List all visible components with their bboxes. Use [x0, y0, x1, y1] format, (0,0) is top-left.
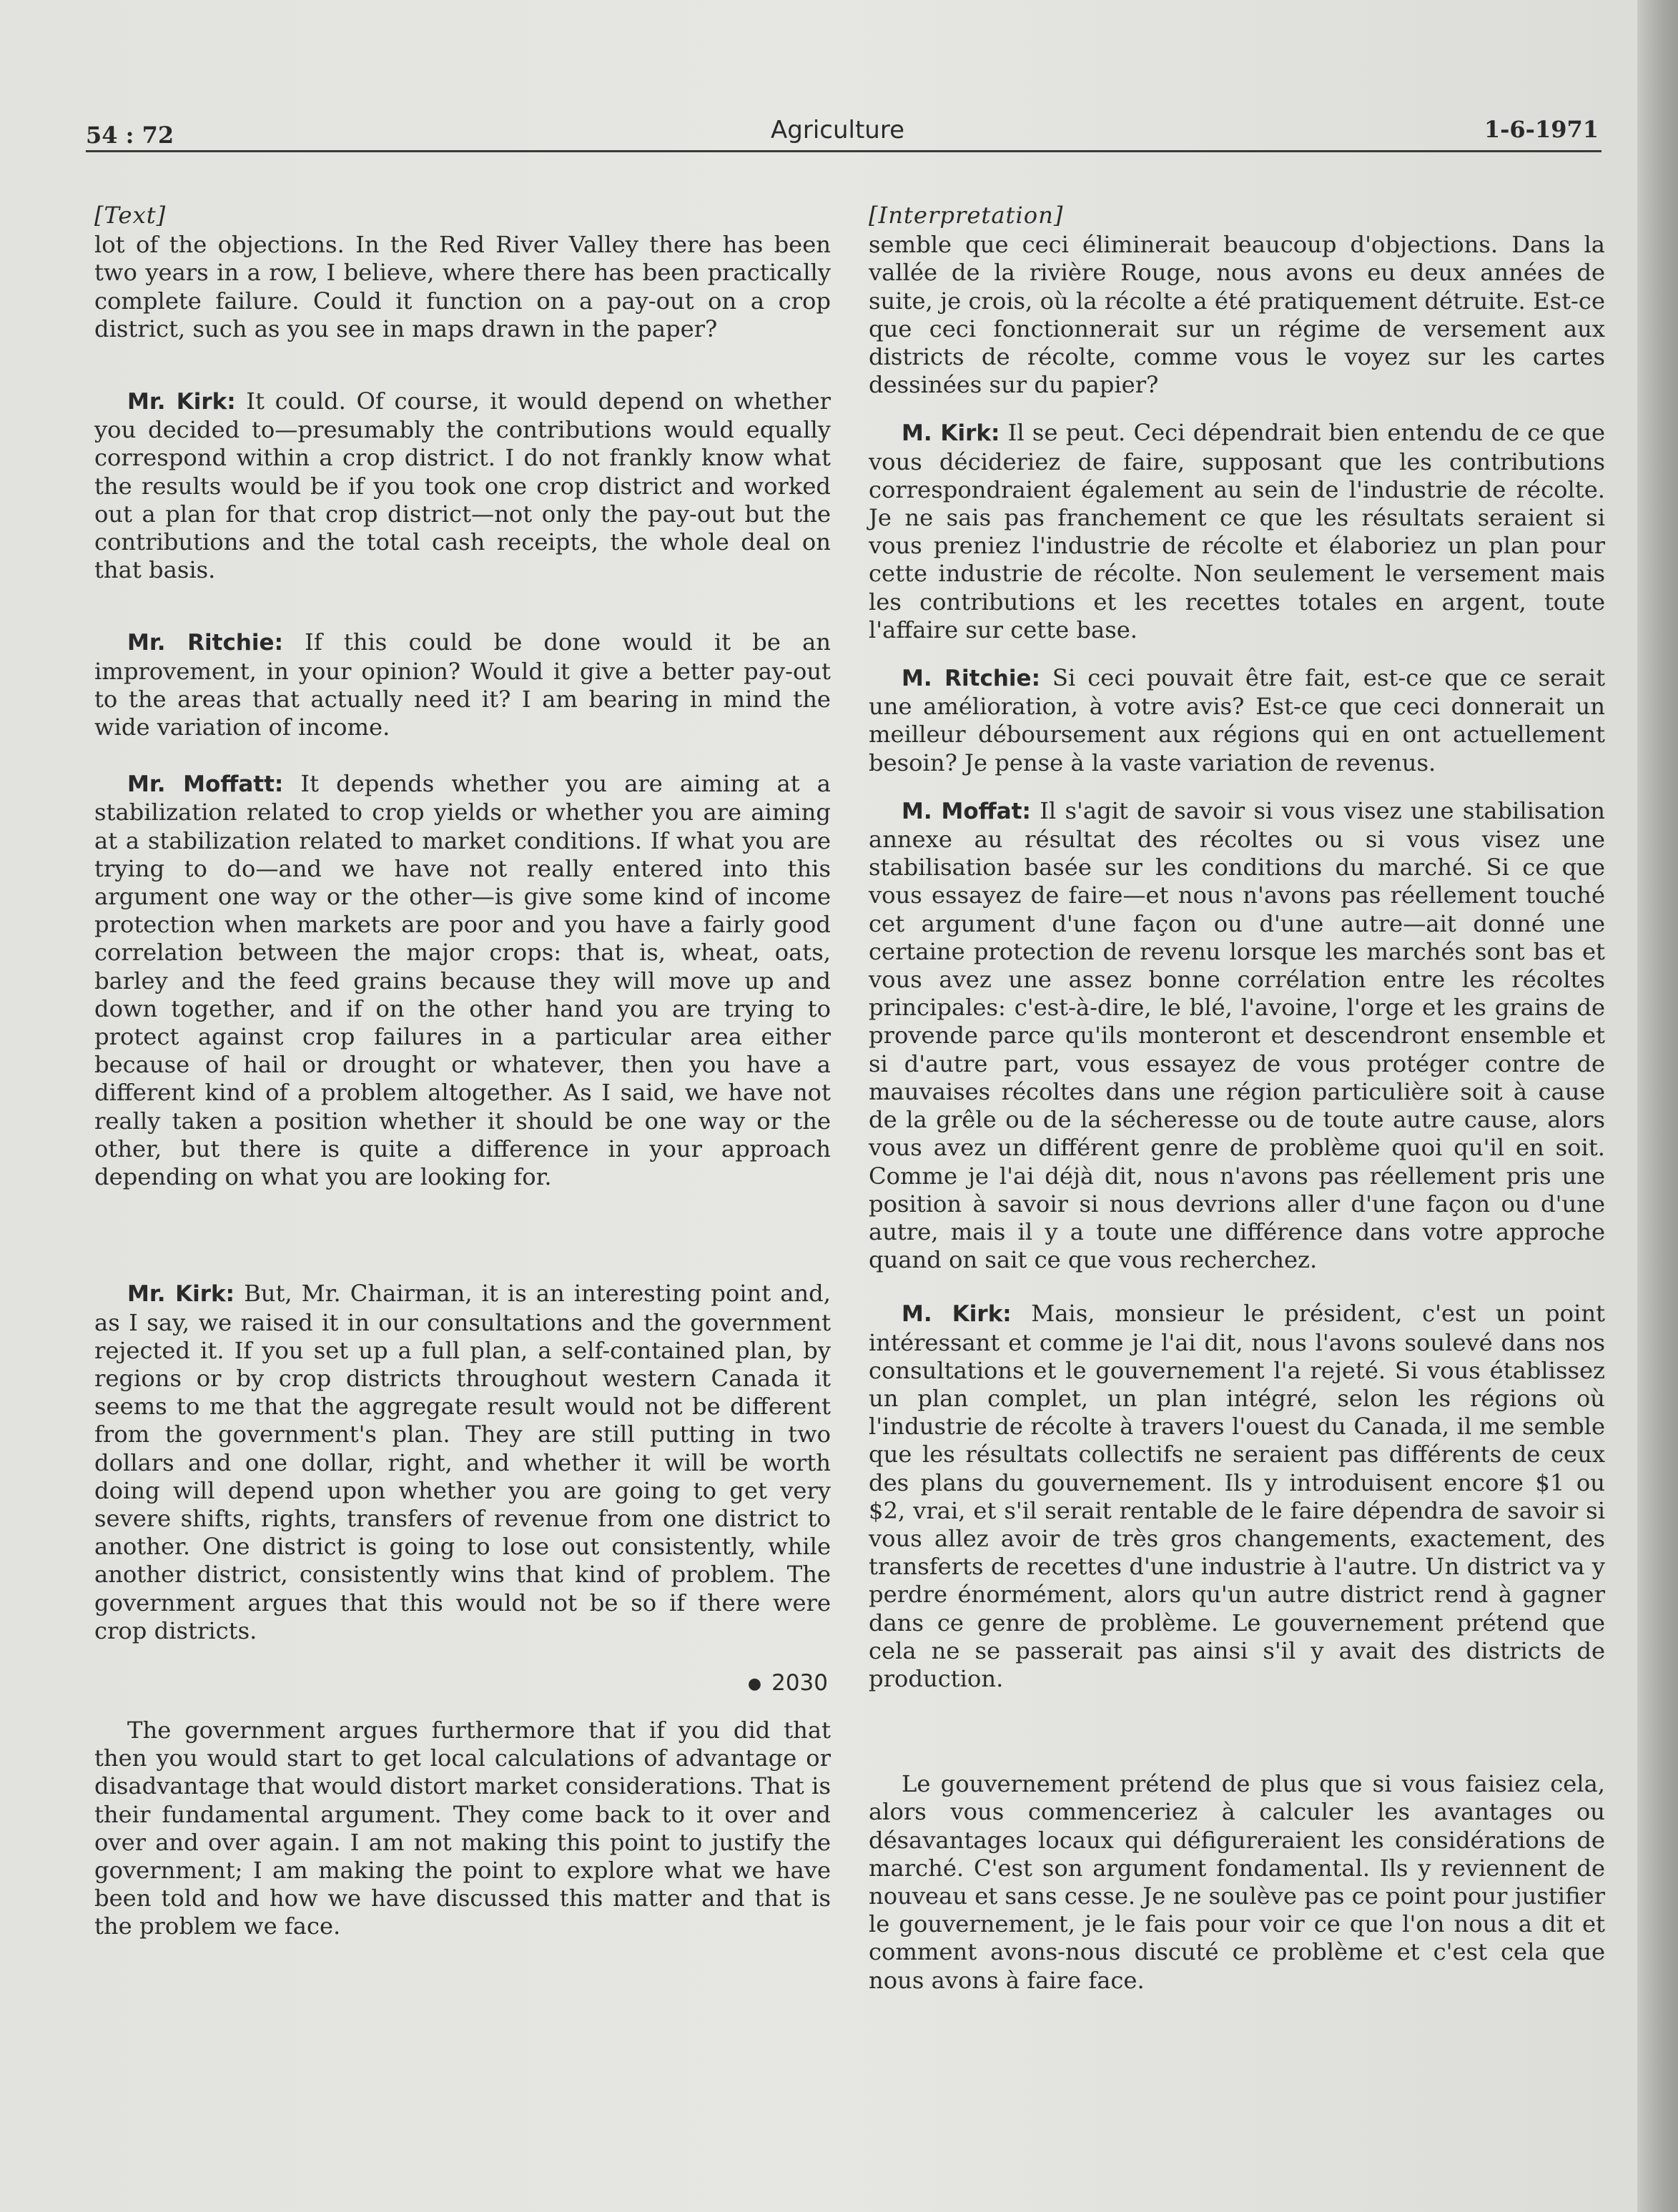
paragraph: semble que ceci éliminerait beaucoup d'objections. Dans la vallée de la rivière Rouge, nous avons eu deux années de suite, je crois, où la récolte a été pratiquement détruite. Est-ce que ceci fonctionnerait sur un régime de versement aux districts de récolte, comme vous le voyez sur les cartes dessinées sur du papier?	[869, 231, 1605, 399]
time-marker: ● 2030	[747, 1669, 828, 1696]
paragraph: M. Kirk: Il se peut. Ceci dépendrait bien entendu de ce que vous décideriez de faire, supposant que les contributions correspondraient également au sein de l'industrie de récolte. Je ne sais pas franchement ce que les résultats seraient si vous preniez l'industrie de récolte et élaboriez un plan pour cette industrie de récolte. Non seulement le versement mais les contributions et les recettes totales en argent, toute l'affaire sur cette base.	[869, 419, 1606, 643]
paragraph: M. Kirk: Mais, monsieur le président, c'est un point intéressant et comme je l'ai dit, nous l'avons soulevé dans nos consultations et le gouvernement l'a rejeté. Si vous établissez un plan complet, un plan intégré, selon les régions où l'industrie de récolte à travers l'ouest du Canada, il me semble que les résultats collectifs ne seraient pas différents de ceux des plans du gouvernement. Ils y introduisent encore $1 ou $2, vrai, et s'il serait rentable de le faire dépendra de savoir si vous allez avoir de très gros changements, exactement, des transferts de recettes d'une industrie à l'autre. Un district va y perdre énormément, alors qu'un autre district rend à gagner dans ce genre de problème. Le gouvernement prétend que cela ne se passerait pas ainsi s'il y avait des districts de production.	[869, 1300, 1605, 1692]
interpretation-label: [Interpretation]	[869, 202, 1064, 229]
paragraph: Mr. Kirk: It could. Of course, it would depend on whether you decided to—presumably the contributions would equally correspond within a crop district. I do not frankly know what the results would be if you took one crop district and worked out a plan for that crop district—not only the pay-out but the contributions and the total cash receipts, the whole deal on that basis.	[94, 387, 831, 584]
speaker-name: Mr. Moffatt:	[127, 771, 284, 798]
paragraph: Mr. Kirk: But, Mr. Chairman, it is an interesting point and, as I say, we raised it in our consultations and the government rejected it. If you set up a full plan, a self-contained plan, by regions or by crop districts throughout western Canada it seems to me that the aggregate result would not be different from the government's plan. They are still putting in two dollars and one dollar, right, and whether it will be worth doing will depend upon whether you are going to get very severe shifts, rights, transfers of revenue from one district to another. One district is going to lose out consistently, while another district, consistently wins that kind of problem. The government argues that this would not be so if there were crop districts.	[94, 1280, 831, 1644]
paragraph: lot of the objections. In the Red River Valley there has been two years in a row, I believe, where there has been practically complete failure. Could it function on a pay-out on a crop district, such as you see in maps drawn in the paper?	[94, 231, 831, 342]
bullet-icon: ●	[747, 1674, 762, 1693]
speaker-name: Mr. Kirk:	[127, 1281, 235, 1308]
speaker-name: M. Ritchie:	[902, 666, 1040, 692]
section-title: Agriculture	[771, 116, 904, 144]
speaker-name: Mr. Ritchie:	[127, 630, 283, 656]
speaker-name: M. Moffat:	[902, 798, 1031, 824]
speaker-name: M. Kirk:	[902, 1301, 1012, 1328]
french-column	[869, 202, 1605, 1995]
english-column	[94, 202, 831, 1941]
paragraph: Mr. Ritchie: If this could be done would it be an improvement, in your opinion? Would it give a better pay-out to the areas that actually need it? I am bearing in mind the wide variation of income.	[94, 628, 831, 741]
speaker-name: M. Kirk:	[902, 420, 1000, 447]
header-rule	[86, 150, 1601, 152]
paragraph: The government argues furthermore that if you did that then you would start to get local calculations of advantage or disadvantage that would distort market considerations. That is their fundamental argument. They come back to it over and over and over again. I am not making this point to justify the government; I am making the point to explore what we have been told and how we have discussed this matter and that is the problem we face.	[94, 1717, 831, 1940]
paragraph: Mr. Moffatt: It depends whether you are aiming at a stabilization related to crop yields or whether you are aiming at a stabilization related to market conditions. If what you are trying to do—and we have not really entered into this argument one way or the other—is give some kind of income protection when markets are poor and you have a fairly good correlation between the major crops: that is, wheat, oats, barley and the feed grains because they will move up and down together, and if on the other hand you are trying to protect against crop failures in a particular area either because of hail or drought or whatever, then you have a different kind of a problem altogether. As I said, we have not really taken a position whether it should be one way or the other, but there is quite a difference in your approach depending on what you are looking for.	[94, 770, 831, 1191]
paragraph: M. Moffat: Il s'agit de savoir si vous visez une stabilisation annexe au résultat des récoltes ou si vous visez une stabilisation basée sur les conditions du marché. Si ce que vous essayez de faire—et nous n'avons pas réellement touché cet argument d'une façon ou d'une autre—ait donné une certaine protection de revenu lorsque les marchés sont bas et vous avez une assez bonne corrélation entre les récoltes principales: c'est-à-dire, le blé, l'avoine, l'orge et les grains de provende parce qu'ils monteront et descendront ensemble et si d'autre part, vous essayez de vous protéger contre de mauvaises récoltes dans une région particulière soit à cause de la grêle ou de la sécheresse ou de toute autre cause, alors vous avez un différent genre de problème quoi qu'il en soit. Comme je l'ai déjà dit, nous n'avons pas réellement pris une position à savoir si nous devrions aller d'une façon ou d'une autre, mais il y a toute une différence dans votre approche quand on sait ce que vous recherchez.	[869, 796, 1605, 1274]
speaker-name: Mr. Kirk:	[127, 389, 236, 415]
page-number: 54 : 72	[86, 122, 174, 149]
text-label: [Text]	[94, 202, 167, 229]
paragraph: M. Ritchie: Si ceci pouvait être fait, est-ce que ce serait une amélioration, à votre avis? Est-ce que ceci donnerait un meilleur déboursement aux régions qui en ont actuellement besoin? Je pense à la vaste variation de revenus.	[869, 664, 1605, 776]
paragraph: Le gouvernement prétend de plus que si vous faisiez cela, alors vous commenceriez à calculer les avantages ou désavantages locaux qui défigureraient les considérations de marché. C'est son argument fondamental. Ils y reviennent de nouveau et sans cesse. Je ne soulève pas ce point pour justifier le gouvernement, je le fais pour voir ce que l'on nous a dit et comment avons-nous discuté ce problème et c'est cela que nous avons à faire face.	[869, 1770, 1605, 1994]
page-header	[86, 113, 1601, 156]
page-edge-shadow	[1637, 0, 1678, 2212]
page-date: 1-6-1971	[1484, 116, 1599, 143]
